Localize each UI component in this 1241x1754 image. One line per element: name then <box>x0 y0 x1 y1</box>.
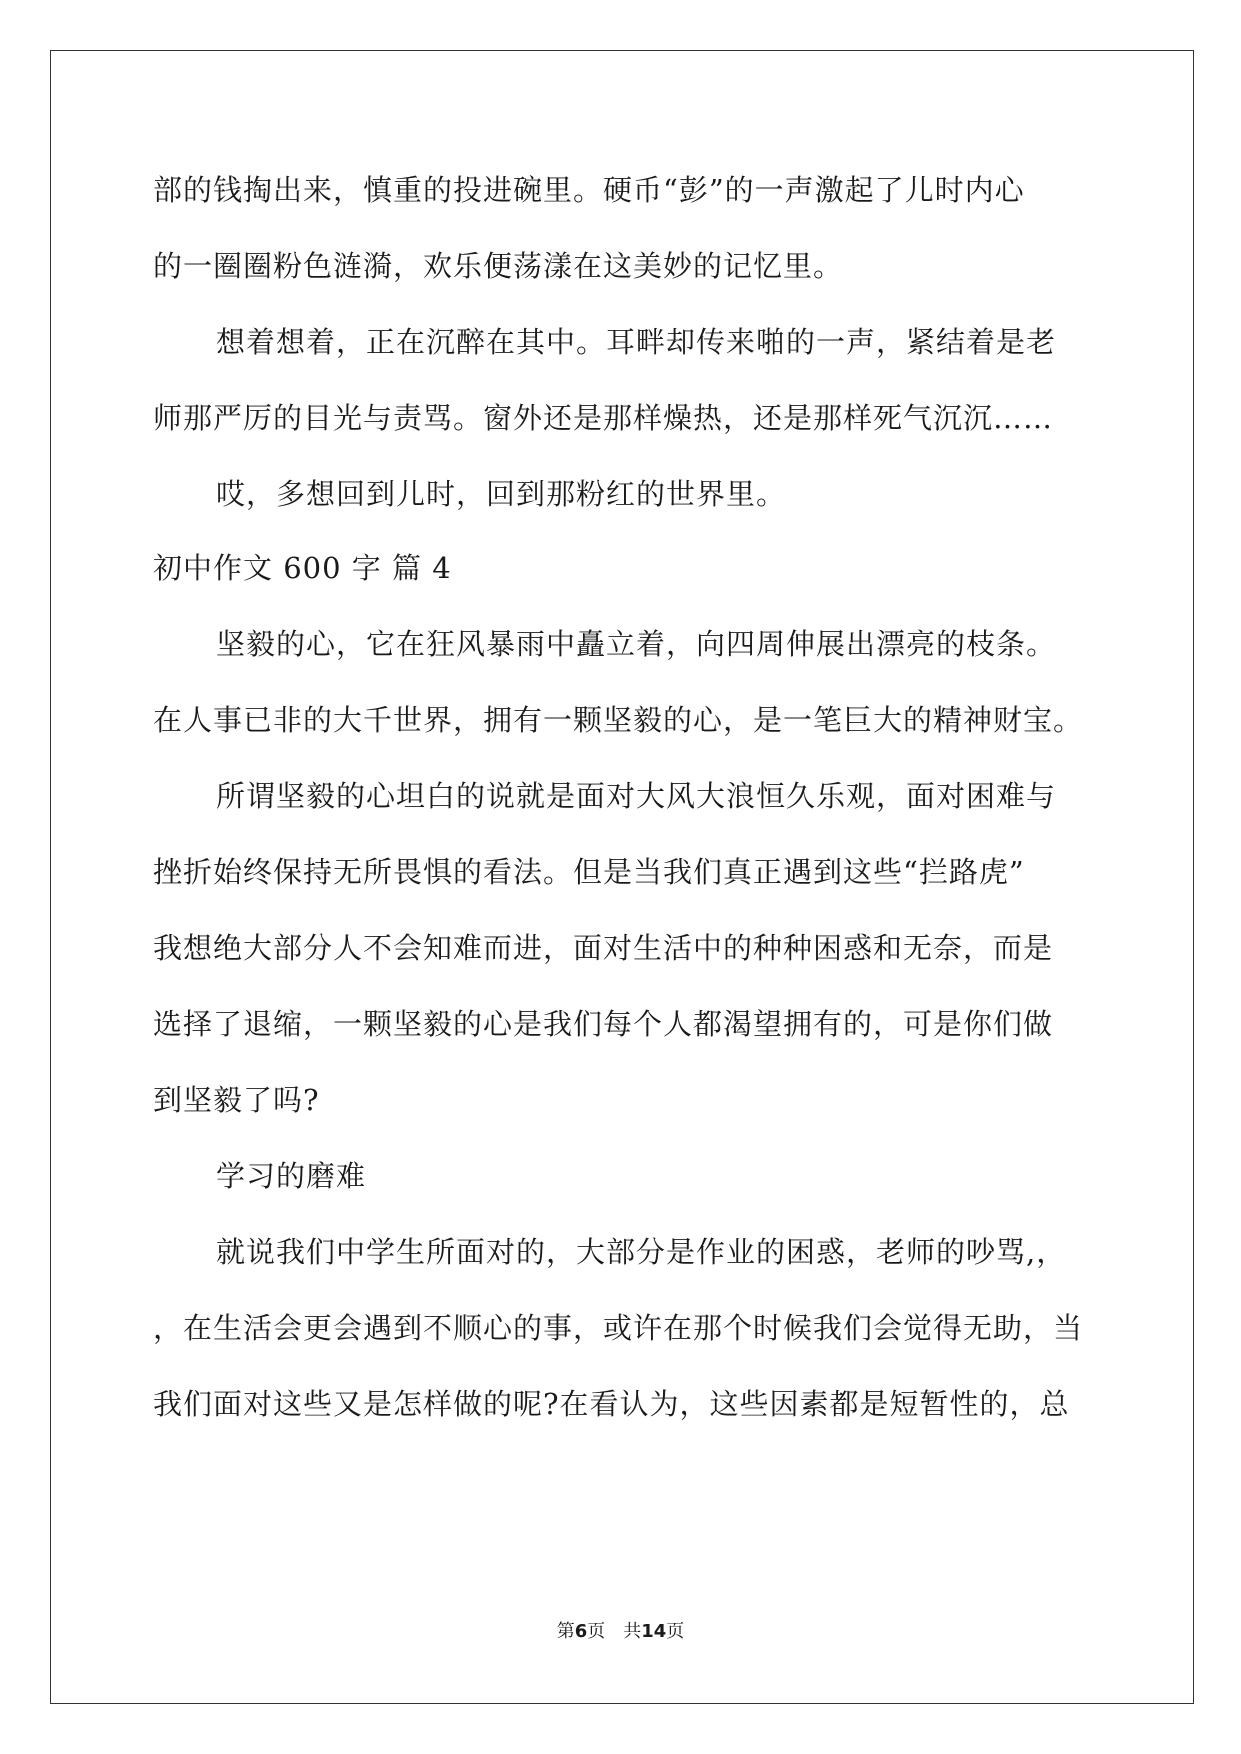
page-footer <box>0 1620 1241 1644</box>
paragraph-start-line: 坚毅的心，它在狂风暴雨中矗立着，向四周伸展出漂亮的枝条。 <box>216 627 1057 661</box>
body-text-line: 我们面对这些又是怎样做的呢?在看认为，这些因素都是短暂性的，总 <box>153 1387 1070 1421</box>
body-text-line: 部的钱掏出来，慎重的投进碗里。硬币“彭”的一声激起了儿时内心 <box>153 173 1025 207</box>
paragraph-start-line: 就说我们中学生所面对的，大部分是作业的困惑，老师的吵骂,， <box>216 1235 1067 1269</box>
footer-page-suffix: 页 <box>587 1621 606 1642</box>
paragraph-start-line: 所谓坚毅的心坦白的说就是面对大风大浪恒久乐观，面对困难与 <box>216 779 1057 813</box>
body-text-line: ，在生活会更会遇到不顺心的事，或许在那个时候我们会觉得无助，当 <box>153 1311 1084 1345</box>
body-text-line: 挫折始终保持无所畏惧的看法。但是当我们真正遇到这些“拦路虎” <box>153 855 1025 889</box>
footer-total-prefix: 共 <box>623 1621 642 1642</box>
body-text-line: 师那严厉的目光与责骂。窗外还是那样燥热，还是那样死气沉沉…… <box>153 401 1054 435</box>
footer-total-suffix: 页 <box>666 1621 685 1642</box>
body-text-line: 我想绝大部分人不会知难而进，面对生活中的种种困惑和无奈，而是 <box>153 931 1054 965</box>
footer-page-number: 6 <box>574 1621 588 1642</box>
footer-total-number: 14 <box>641 1621 667 1642</box>
paragraph-start-line: 想着想着，正在沉醉在其中。耳畔却传来啪的一声，紧结着是老 <box>216 325 1057 359</box>
paragraph-start-line: 哎，多想回到儿时，回到那粉红的世界里。 <box>216 477 787 511</box>
body-text-line: 的一圈圈粉色涟漪，欢乐便荡漾在这美妙的记忆里。 <box>153 249 844 283</box>
sub-heading: 学习的磨难 <box>216 1159 367 1193</box>
body-text-line: 到坚毅了吗? <box>153 1083 320 1117</box>
footer-page-prefix: 第 <box>556 1621 575 1642</box>
body-text-line: 选择了退缩，一颗坚毅的心是我们每个人都渴望拥有的，可是你们做 <box>153 1007 1054 1041</box>
body-text-line: 在人事已非的大千世界，拥有一颗坚毅的心，是一笔巨大的精神财宝。 <box>153 703 1084 737</box>
section-heading: 初中作文 600 字 篇 4 <box>153 551 452 585</box>
